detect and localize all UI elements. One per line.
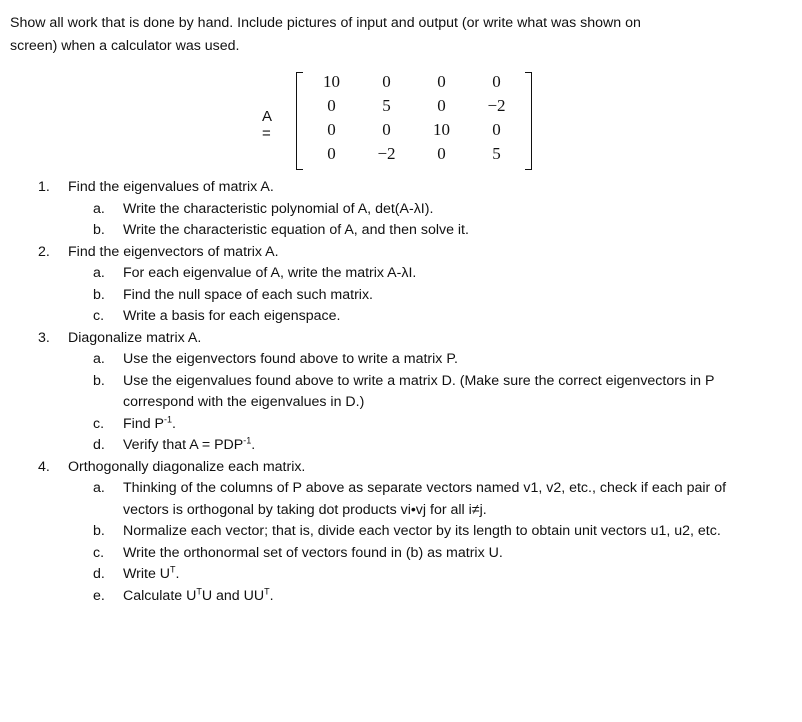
sub-question-text: Write a basis for each eigenspace. bbox=[123, 308, 341, 324]
sub-question-after: . bbox=[251, 437, 256, 453]
sub-question-text: Thinking of the columns of P above as separate vectors named v1, v2, etc., check if each pair of vectors is orthogonal by taking dot products vi•vj for all i≠j. bbox=[123, 480, 727, 518]
sub-question-letter: d. bbox=[93, 437, 105, 453]
matrix-cell: 5 bbox=[382, 96, 391, 115]
sub-question-letter: a. bbox=[93, 265, 105, 281]
matrix-grid bbox=[304, 70, 526, 166]
matrix-cell: 5 bbox=[492, 144, 501, 163]
sub-question-sup: -1 bbox=[243, 435, 252, 446]
matrix-cell: 0 bbox=[437, 144, 446, 163]
sub-question bbox=[0, 199, 802, 221]
question-4 bbox=[0, 457, 802, 479]
matrix-cell: 10 bbox=[323, 72, 340, 91]
sub-question bbox=[0, 564, 802, 586]
sub-question bbox=[0, 586, 802, 608]
question-number: 1. bbox=[38, 179, 50, 195]
sub-question bbox=[0, 285, 802, 307]
sub-question-text: For each eigenvalue of A, write the matrix A-λI. bbox=[123, 265, 417, 281]
matrix-cell: 10 bbox=[433, 120, 450, 139]
sub-question bbox=[0, 478, 802, 521]
sub-question-text: Use the eigenvalues found above to write a matrix D. (Make sure the correct eigenvectors in P correspond with the eigenvalues in D.) bbox=[123, 372, 715, 410]
sub-question-letter: b. bbox=[93, 286, 105, 303]
sub-question bbox=[0, 306, 802, 328]
sub-question-text: Use the eigenvectors found above to write a matrix P. bbox=[123, 351, 458, 367]
instructions bbox=[10, 12, 770, 58]
question-2 bbox=[0, 242, 802, 264]
right-bracket bbox=[525, 72, 532, 170]
matrix-row bbox=[304, 118, 526, 142]
sub-question-sup: -1 bbox=[164, 413, 173, 424]
matrix-cell: 0 bbox=[327, 120, 336, 139]
sub-question bbox=[0, 220, 802, 242]
question-text: Diagonalize matrix A. bbox=[68, 329, 202, 346]
left-bracket bbox=[296, 72, 303, 170]
sub-question-letter: b. bbox=[93, 222, 105, 238]
matrix-label: A = bbox=[262, 108, 272, 142]
matrix-cell: 0 bbox=[327, 144, 336, 163]
sub-question-text: Write the characteristic polynomial of A, det(A-λI). bbox=[123, 200, 434, 217]
sub-question bbox=[0, 521, 802, 543]
sub-question-sup: T bbox=[170, 564, 176, 575]
sub-question bbox=[0, 414, 802, 436]
sub-question-letter: a. bbox=[93, 480, 105, 496]
matrix-row bbox=[304, 94, 526, 118]
matrix-cell: 0 bbox=[327, 96, 336, 115]
question-3 bbox=[0, 328, 802, 350]
question-text: Find the eigenvalues of matrix A. bbox=[68, 179, 274, 195]
sub-question-letter: d. bbox=[93, 566, 105, 582]
sub-question bbox=[0, 435, 802, 457]
sub-question-letter: a. bbox=[93, 351, 105, 367]
instructions-line-2: screen) when a calculator was used. bbox=[10, 38, 240, 54]
question-number: 2. bbox=[38, 243, 50, 260]
sub-question-after: . bbox=[269, 587, 274, 604]
instructions-line-1: Show all work that is done by hand. Include pictures of input and output (or write what was shown on bbox=[10, 15, 641, 31]
question-text: Orthogonally diagonalize each matrix. bbox=[68, 458, 306, 475]
sub-question-letter: b. bbox=[93, 523, 105, 539]
question-list bbox=[0, 177, 802, 607]
matrix-cell: −2 bbox=[377, 144, 396, 163]
matrix-cell: 0 bbox=[437, 96, 446, 115]
matrix-cell: 0 bbox=[437, 72, 446, 91]
matrix-a bbox=[296, 70, 532, 170]
sub-question-text: Write the characteristic equation of A, and then solve it. bbox=[123, 222, 469, 238]
sub-question-sup2: T bbox=[264, 585, 270, 596]
sub-question-text: Write the orthonormal set of vectors found in (b) as matrix U. bbox=[123, 544, 503, 561]
matrix-cell: 0 bbox=[382, 120, 391, 139]
sub-question-text: Normalize each vector; that is, divide each vector by its length to obtain unit vectors u1, u2, etc. bbox=[123, 523, 721, 539]
sub-question bbox=[0, 263, 802, 285]
sub-question-text: Find P bbox=[123, 415, 165, 432]
question-number: 4. bbox=[38, 458, 50, 475]
sub-question-letter: b. bbox=[93, 372, 105, 389]
matrix-cell: −2 bbox=[487, 96, 506, 115]
sub-question-letter: c. bbox=[93, 308, 105, 324]
sub-question-after: . bbox=[175, 566, 180, 582]
matrix-row bbox=[304, 142, 526, 166]
question-1 bbox=[0, 177, 802, 199]
sub-question-text: Find the null space of each such matrix. bbox=[123, 286, 373, 303]
sub-question-letter: a. bbox=[93, 200, 105, 217]
sub-question-mid: U and UU bbox=[201, 587, 265, 604]
matrix-cell: 0 bbox=[382, 72, 391, 91]
sub-question-after: . bbox=[172, 415, 176, 432]
matrix-row bbox=[304, 70, 526, 94]
question-text: Find the eigenvectors of matrix A. bbox=[68, 243, 279, 260]
sub-question-sup: T bbox=[196, 585, 202, 596]
sub-question bbox=[0, 543, 802, 565]
sub-question bbox=[0, 349, 802, 371]
sub-question bbox=[0, 371, 802, 414]
matrix-cell: 0 bbox=[492, 72, 501, 91]
matrix-cell: 0 bbox=[492, 120, 501, 139]
sub-question-text: Calculate U bbox=[123, 587, 197, 604]
question-number: 3. bbox=[38, 329, 50, 346]
sub-question-text: Verify that A = PDP bbox=[123, 437, 244, 453]
sub-question-text: Write U bbox=[123, 566, 171, 582]
sub-question-letter: e. bbox=[93, 587, 105, 604]
sub-question-letter: c. bbox=[93, 544, 105, 561]
sub-question-letter: c. bbox=[93, 415, 105, 432]
